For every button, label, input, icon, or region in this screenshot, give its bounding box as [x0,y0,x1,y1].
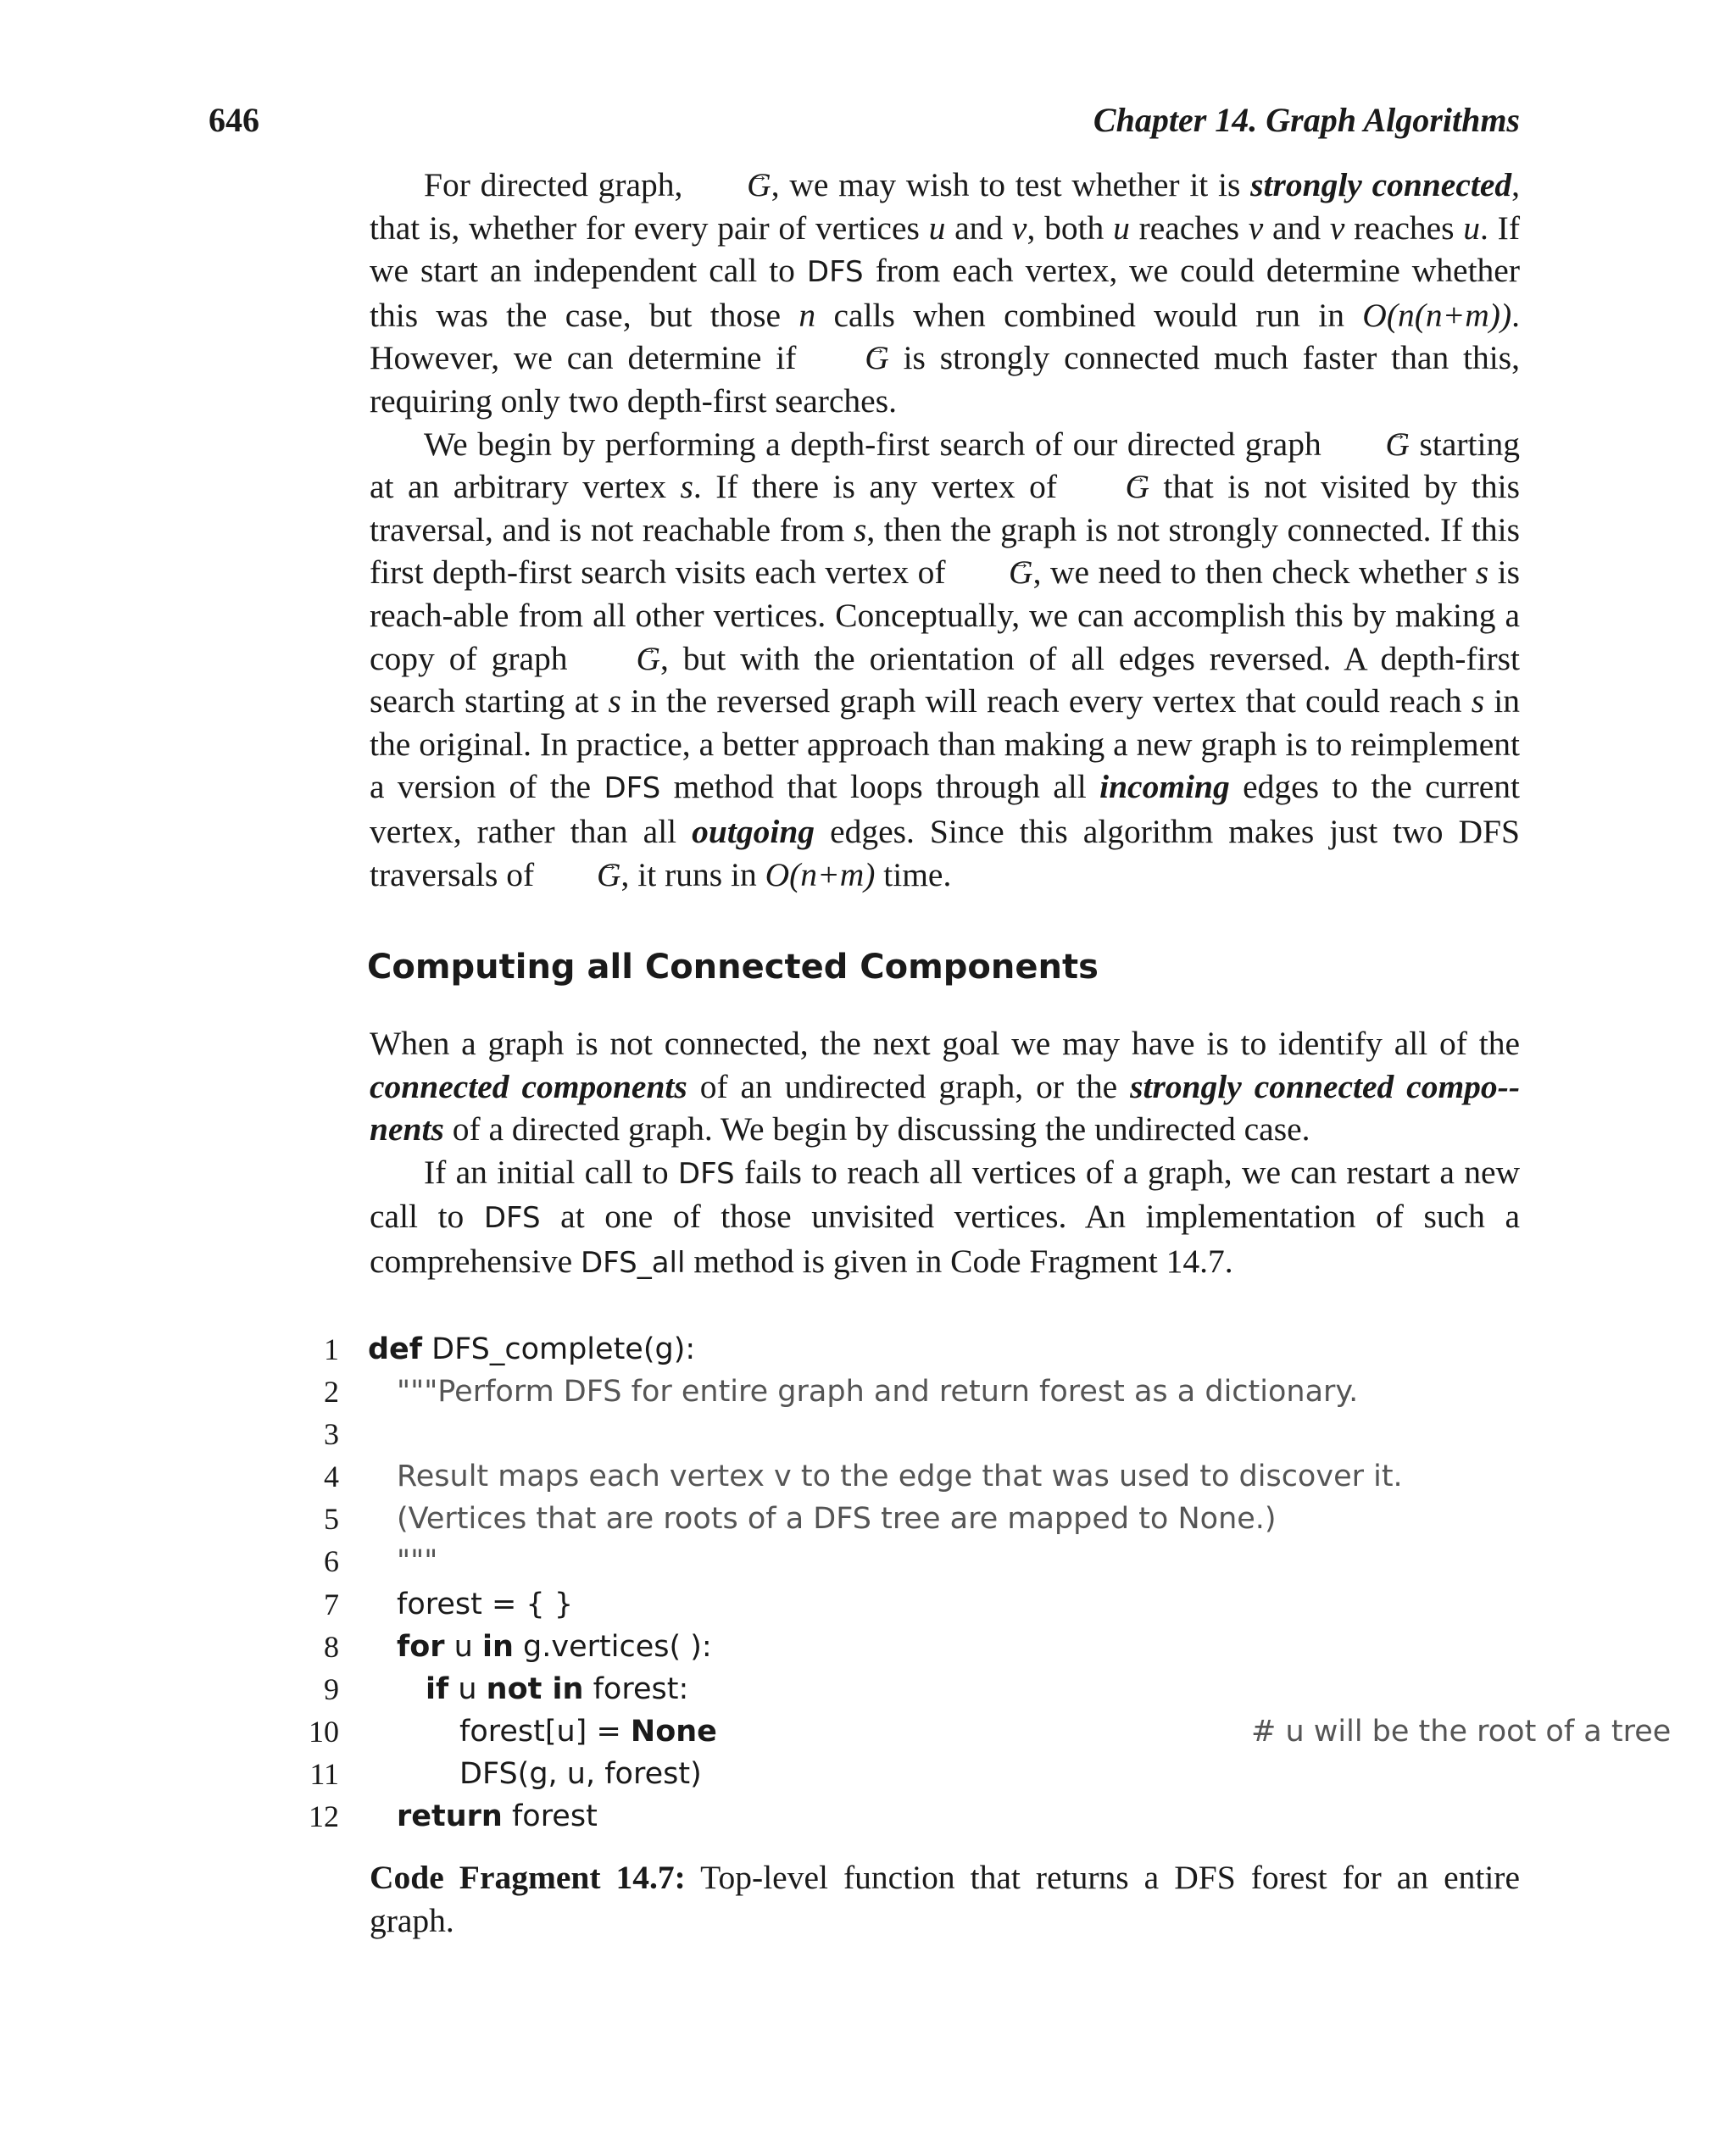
line-number: 4 [324,1460,339,1494]
line-number: 8 [324,1629,339,1664]
paragraph-dfs-all: If an initial call to DFS fails to reach all vertices of a graph, we can restart a new call to DFS at one of those unvisited vertices. An implementation of such a comprehensive DFS_all method is given in Code Fragment 14.7. [370,1153,1521,1280]
term-incoming: incoming [1099,768,1230,806]
body-text-top [370,164,1520,896]
page-header [209,100,1520,141]
term-outgoing: outgoing [692,812,815,850]
code-comment: # u will be the root of a tree [1251,1714,1672,1749]
line-number: 5 [324,1502,339,1537]
code-line: 5 (Vertices that are roots of a DFS tree are mapped to None.) [288,1498,1526,1540]
code-line: 7 forest = { } [288,1583,1526,1626]
math-complexity-2: O(n+m) [765,855,876,893]
section-title: Computing all Connected Components [367,948,1099,987]
chapter-title: Chapter 14. Graph Algorithms [1093,101,1520,139]
code-line: 11 DFS(g, u, forest) [288,1753,1526,1795]
paragraph-components-intro: When a graph is not connected, the next goal we may have is to identify all of the connected components of an undirected graph, or the strongly connected compo-nents of a directed graph. We begin by discussing the undirected case. [370,1025,1520,1148]
page-number: 646 [209,101,259,139]
method-dfs-all: DFS_all [580,1245,686,1280]
code-fragment [288,1328,1672,1838]
code-line: 1 def DFS_complete(g): [288,1328,1526,1371]
body-text-section [370,1022,1520,1285]
term-connected-components: connected components [370,1067,687,1105]
caption-text: Top-level function that returns a DFS forest for an entire graph. [370,1859,1520,1939]
code-line: 2 """Perform DFS for entire graph and return forest as a dictionary. [288,1371,1526,1413]
paragraph-two-dfs: We begin by performing a depth-first search of our directed graph G → starting at an arbitrary vertex s. If there is any vertex of G → that is not visited by this traversal, and is not reachable from s, then the graph is not strongly connected. If this first depth-first search visits each vertex of G →, we need to then check whether s is reach-able from all other vertices. Conceptually, we can accomplish this by making a copy of graph G →, but with the orientation of all edges reversed. A depth-first search starting at s in the reversed graph will reach every vertex that could reach s in the original. In practice, a better approach than making a new graph is to reimplement a version of the DFS method that loops through all incoming edges to the current vertex, rather than all outgoing edges. Since this algorithm makes just two DFS traversals of G →, it runs in O(n+m) time. [370,423,1520,897]
line-number: 6 [324,1544,339,1579]
line-number: 12 [309,1799,339,1834]
line-number: 3 [324,1417,339,1452]
code-line: 6 """ [288,1540,1526,1582]
code-line: 12 return forest [288,1795,1526,1838]
code-line: 4 Result maps each vertex v to the edge that was used to discover it. [288,1455,1526,1498]
paragraph-strong-connectivity: For directed graph, G →, we may wish to test whether it is strongly connected, that is, whether for every pair of vertices u and v, both u reaches v and v reaches u. If we start an independent call to DFS from each vertex, we could determine whether this was the case, but those n calls when combined would run in O(n(n+m)). However, we can determine if G → is strongly connected much faster than this, requiring only two depth-first searches. [370,164,1520,423]
math-complexity: O(n(n+m)) [1362,296,1512,334]
code-line: 9 if u not in forest: [288,1668,1526,1710]
caption-label: Code Fragment 14.7: [370,1859,686,1896]
line-number: 11 [309,1756,339,1791]
code-line: 8 for u in g.vertices( ): [288,1626,1526,1668]
line-number: 10 [309,1714,339,1749]
line-number: 9 [324,1671,339,1706]
term-strongly-connected: strongly connected [1250,166,1512,203]
code-caption [370,1856,1520,1942]
line-number: 2 [324,1375,339,1410]
term-strongly-connected-components: strongly connected compo-nents [370,1067,1520,1148]
math-G: G → [693,164,771,207]
line-number: 7 [324,1587,339,1621]
code-line: 10 forest[u] = None # u will be the root of a tree [288,1710,1526,1753]
code-line [288,1413,1526,1455]
line-number: 1 [324,1332,339,1366]
